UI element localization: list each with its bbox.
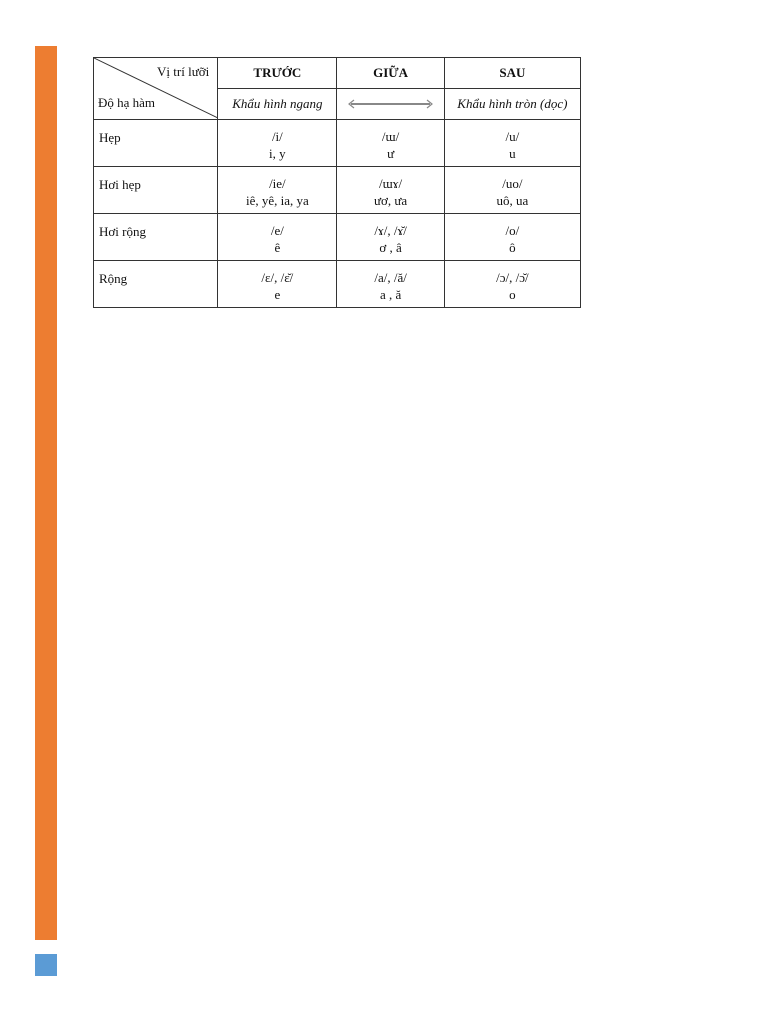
table-row [94, 120, 581, 167]
double-arrow-cell [337, 89, 444, 120]
ipa-symbol: /o/ [505, 223, 520, 238]
subheader-front: Khẩu hình ngang [218, 89, 337, 120]
vowel-cell [444, 214, 580, 261]
ipa-symbol: /ɛ/, /ɛ̆/ [261, 270, 294, 285]
ipa-symbol: /ɯɤ/ [379, 176, 403, 191]
vowel-cell [218, 167, 337, 214]
vowel-cell [218, 261, 337, 308]
vowel-table [93, 57, 581, 308]
row-label: Rộng [94, 261, 218, 308]
letters: ô [509, 240, 516, 255]
table-row [94, 261, 581, 308]
vowel-cell [444, 167, 580, 214]
orange-margin-bar [35, 46, 57, 940]
letters: ơ , â [379, 240, 402, 255]
row-label: Hơi rộng [94, 214, 218, 261]
table-row [94, 214, 581, 261]
letters: a , ă [379, 287, 402, 302]
vowel-cell [218, 120, 337, 167]
vowel-cell [337, 120, 444, 167]
vowel-cell [337, 261, 444, 308]
ipa-symbol: /ie/ [269, 176, 286, 191]
vowel-cell [444, 261, 580, 308]
row-label: Hẹp [94, 120, 218, 167]
double-arrow-icon [347, 99, 434, 109]
header-back: SAU [444, 58, 580, 89]
vowel-cell [444, 120, 580, 167]
header-row [94, 58, 581, 89]
blue-page-marker [35, 954, 57, 976]
letters: u [509, 146, 516, 161]
ipa-symbol: /i/ [271, 129, 283, 144]
letters: e [274, 287, 281, 302]
letters: ươ, ưa [373, 193, 408, 208]
ipa-symbol: /ɯ/ [381, 129, 400, 144]
ipa-symbol: /ɤ/, /ɤ̆/ [374, 223, 407, 238]
ipa-symbol: /u/ [505, 129, 520, 144]
ipa-symbol: /uo/ [502, 176, 523, 191]
jaw-opening-label: Độ hạ hàm [98, 95, 156, 110]
ipa-symbol: /a/, /ă/ [374, 270, 407, 285]
letters: uô, ua [496, 193, 529, 208]
letters: iê, yê, ia, ya [245, 193, 309, 208]
letters: ê [274, 240, 281, 255]
table-row [94, 167, 581, 214]
vowel-cell [218, 214, 337, 261]
letters: i, y [269, 146, 286, 161]
letters: o [509, 287, 516, 302]
row-label: Hơi hẹp [94, 167, 218, 214]
ipa-symbol: /e/ [270, 223, 284, 238]
ipa-symbol: /ɔ/, /ɔ̆/ [496, 270, 529, 285]
header-front: TRƯỚC [218, 58, 337, 89]
header-central: GIỮA [337, 58, 444, 89]
corner-cell [94, 58, 218, 120]
vowel-cell [337, 214, 444, 261]
tongue-position-label: Vị trí lưỡi [157, 64, 210, 79]
vowel-cell [337, 167, 444, 214]
subheader-back: Khẩu hình tròn (dọc) [444, 89, 580, 120]
letters: ư [387, 146, 395, 161]
